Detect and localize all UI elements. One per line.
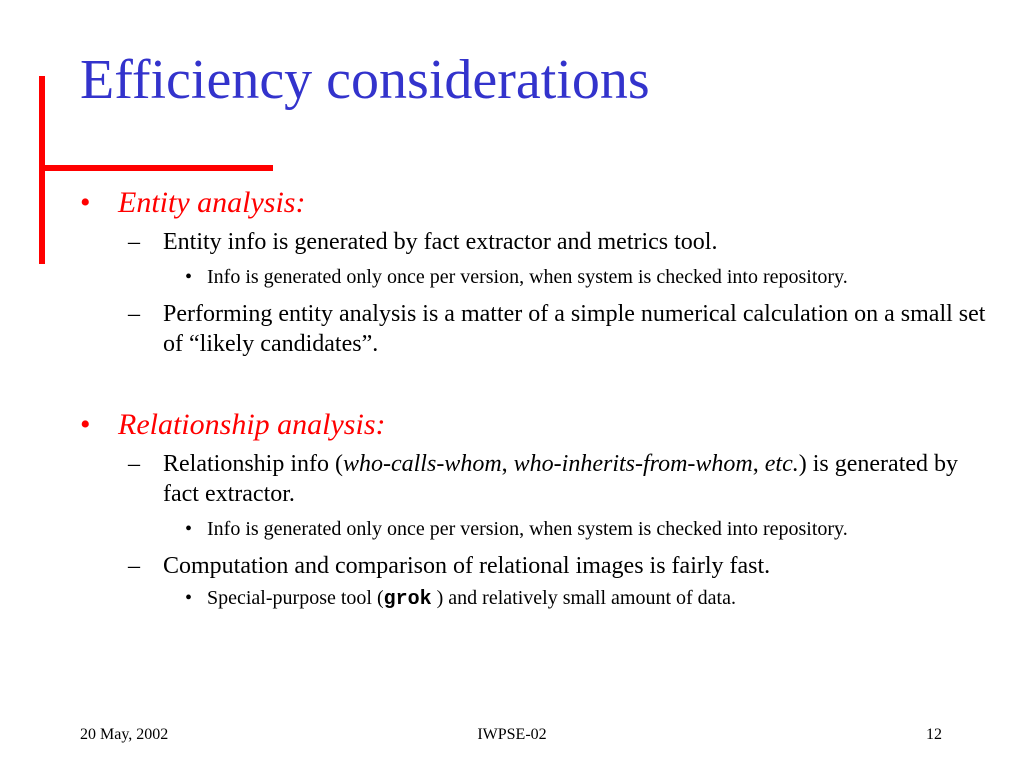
slide-title: Efficiency considerations	[80, 49, 650, 111]
bullet-icon: •	[80, 186, 91, 219]
text-suffix: ) and relatively small amount of data.	[431, 587, 736, 609]
sub-list-item	[175, 516, 990, 542]
emphasis-term: etc.	[764, 451, 799, 477]
accent-bar-horizontal	[39, 165, 273, 171]
dash-bullet-icon: –	[128, 451, 140, 477]
section-heading-label: Entity analysis:	[118, 186, 306, 219]
footer-date: 20 May, 2002	[80, 726, 169, 743]
section-heading-label: Relationship analysis:	[118, 408, 386, 441]
dash-bullet-icon: –	[128, 553, 140, 579]
footer-page-number: 12	[926, 726, 942, 743]
text-prefix: Relationship info (	[163, 451, 343, 477]
bullet-icon: •	[185, 518, 193, 540]
dash-bullet-icon: –	[128, 229, 140, 255]
text-suffix: ) is generated by fact extractor.	[163, 451, 959, 507]
emphasis-term: who-inherits-from-whom	[513, 451, 753, 477]
slide-body	[80, 185, 990, 613]
section-heading-entity	[80, 185, 990, 221]
sub-list-item-text: Info is generated only once per version, when system is checked into repository.	[207, 518, 848, 540]
sub-list-item-text	[207, 587, 736, 609]
bullet-icon: •	[185, 266, 193, 288]
footer-event: IWPSE-02	[477, 726, 547, 743]
code-term: grok	[383, 588, 432, 611]
list-item-text: Computation and comparison of relational images is fairly fast.	[163, 553, 771, 579]
list-item-text	[163, 451, 958, 507]
text-prefix: Special-purpose tool (	[207, 587, 384, 609]
dash-bullet-icon: –	[128, 301, 140, 327]
text-separator: ,	[752, 451, 765, 477]
text-separator: ,	[501, 451, 514, 477]
sub-list-item-text: Info is generated only once per version, when system is checked into repository.	[207, 266, 848, 288]
sub-list-item	[175, 585, 990, 613]
list-item	[128, 551, 990, 581]
list-item	[128, 299, 990, 359]
list-item	[128, 449, 990, 509]
list-item	[128, 227, 990, 257]
list-item-text: Entity info is generated by fact extractor and metrics tool.	[163, 229, 718, 255]
emphasis-term: who-calls-whom	[342, 451, 502, 477]
bullet-icon: •	[185, 587, 193, 609]
section-heading-relationship	[80, 407, 990, 443]
list-item-text: Performing entity analysis is a matter of a simple numerical calculation on a small set of “likely candidates”.	[163, 301, 986, 357]
bullet-icon: •	[80, 408, 91, 441]
sub-list-item	[175, 264, 990, 290]
